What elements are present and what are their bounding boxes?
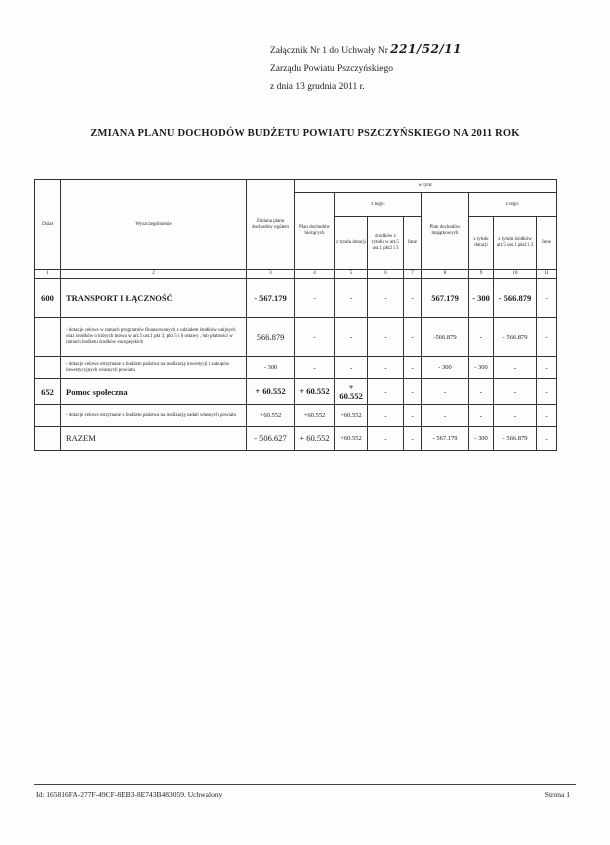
section-code: 600 [35,279,61,318]
amount-cell: + 60.552 [295,379,335,405]
column-number: 7 [404,270,422,279]
amount-cell: - [494,357,537,379]
amount-cell: - [537,357,557,379]
section-code [35,318,61,357]
amount-cell: - 300 [247,357,295,379]
amount-cell: - [368,379,404,405]
amount-cell: - [469,379,494,405]
amount-cell: - [404,318,422,357]
header-w-tym: w tym: [295,180,557,193]
budget-table [34,179,557,451]
amount-cell: - [494,379,537,405]
amount-cell: - [368,279,404,318]
section-code: 652 [35,379,61,405]
amount-cell: +60.552 [295,405,335,427]
document-header [270,40,462,96]
column-number: 5 [335,270,368,279]
column-number: 2 [61,270,247,279]
amount-cell: - [537,405,557,427]
amount-cell: - [368,405,404,427]
table-row [35,318,557,357]
row-description: - dotacje celowe otrzymane z budżetu państwa na realizację inwestycji i zakupów inwestycyjnych własnych powiatu [61,357,247,379]
amount-cell: 567.179 [422,279,469,318]
amount-cell: - 300 [469,279,494,318]
table-row [35,379,557,405]
amount-cell: - [404,427,422,451]
amount-cell: - [335,318,368,357]
header-dzial: Dział [35,180,61,270]
amount-cell: - [422,405,469,427]
table-row [35,279,557,318]
column-number: 8 [422,270,469,279]
amount-cell: +60.552 [247,405,295,427]
header-z-tytulu-dotacji: z tytułu dotacji [335,217,368,270]
amount-cell: - 300 [422,357,469,379]
amount-cell: - [469,405,494,427]
amount-cell: - [368,318,404,357]
column-number: 6 [368,270,404,279]
header-wyszczegolnienie: Wyszczególnienie [61,180,247,270]
table-row [35,357,557,379]
amount-cell: - [537,318,557,357]
amount-cell: - [335,279,368,318]
header-srodkow-art5-m: z tytułu środków art.5 ust.1 pkt2 i 3 [494,217,537,270]
section-code [35,357,61,379]
amount-cell: - [537,379,557,405]
amount-cell: - [368,357,404,379]
amount-cell: +60.552 [335,427,368,451]
document-title: ZMIANA PLANU DOCHODÓW BUDŻETU POWIATU PSZCZYŃSKIEGO NA 2011 ROK [90,128,520,139]
resolution-number: 221/52/11 [390,42,463,56]
amount-cell: - 506.627 [247,427,295,451]
board-line: Zarządu Powiatu Pszczyńskiego [270,64,393,74]
amount-cell: - [469,318,494,357]
amount-cell: - [404,405,422,427]
amount-cell: - 567.179 [247,279,295,318]
amount-cell: - 566.879 [494,318,537,357]
amount-cell: - [404,279,422,318]
amount-cell: + 60.552 [295,427,335,451]
amount-cell: - [368,427,404,451]
header-srodkow-art5: środków z tytułu w art.5 ust.1 pkt2 i 3 [368,217,404,270]
amount-cell: - [295,279,335,318]
section-code [35,405,61,427]
amount-cell: - [494,405,537,427]
amount-cell: - [537,427,557,451]
amount-cell: - [537,279,557,318]
column-number-row [35,270,557,279]
amount-cell: - 300 [469,427,494,451]
section-name: Pomoc społeczna [61,379,247,405]
total-label: RAZEM [61,427,247,451]
footer-divider [34,784,576,785]
amount-cell: - [335,357,368,379]
footer-page-number: Strona 1 [544,790,570,799]
date-line: z dnia 13 grudnia 2011 r. [270,82,365,92]
amount-cell: -566.879 [422,318,469,357]
table-row-total [35,427,557,451]
amount-cell: - 300 [469,357,494,379]
header-inne: Inne [404,217,422,270]
header-plan-majatkowych: Plan dochodów majątkowych [422,193,469,270]
column-number: 11 [537,270,557,279]
amount-cell: - [404,357,422,379]
header-plan-biezacych: Plan dochodów bieżących [295,193,335,270]
column-number: 1 [35,270,61,279]
amount-cell: +60.552 [335,405,368,427]
header-zmiana-planu: Zmiana planu dochodów ogółem [247,180,295,270]
amount-cell: - 566.879 [494,279,537,318]
header-z-tego-biezace: z tego: [335,193,422,217]
amount-cell: - [404,379,422,405]
header-inne-m: Inne [537,217,557,270]
footer-document-id: Id: 165816FA-277F-49CF-8EB3-8E743B483059. Uchwalony [36,790,223,799]
amount-cell: + 60.552 [335,379,368,405]
section-name: TRANSPORT I ŁĄCZNOŚĆ [61,279,247,318]
section-code [35,427,61,451]
column-number: 9 [469,270,494,279]
amount-cell: - [295,318,335,357]
header-z-tego-majatkowe: z tego: [469,193,557,217]
attachment-line: Załącznik Nr 1 do Uchwały Nr 221/52/11 [270,42,463,56]
header-z-tytulu-dotacji-m: z tytułu dotacji [469,217,494,270]
row-description: - dotacje celowe w ramach programów finansowanych z udziałem środków unijnych oraz środków o których mowa w art.5 ust.1 pkt 3, pkt 5 i 6 ustawy , lub płatności w ramach budżetu środków europejskich [61,318,247,357]
column-number: 4 [295,270,335,279]
amount-cell: - 566.879 [494,427,537,451]
amount-cell: + 60.552 [247,379,295,405]
column-number: 3 [247,270,295,279]
amount-cell: - [295,357,335,379]
column-number: 10 [494,270,537,279]
amount-cell: - [422,379,469,405]
table-row [35,405,557,427]
row-description: - dotacje celowe otrzymane z budżetu państwa na realizację zadań własnych powiatu [61,405,247,427]
amount-cell: - 567.179 [422,427,469,451]
amount-cell: 566.879 [247,318,295,357]
